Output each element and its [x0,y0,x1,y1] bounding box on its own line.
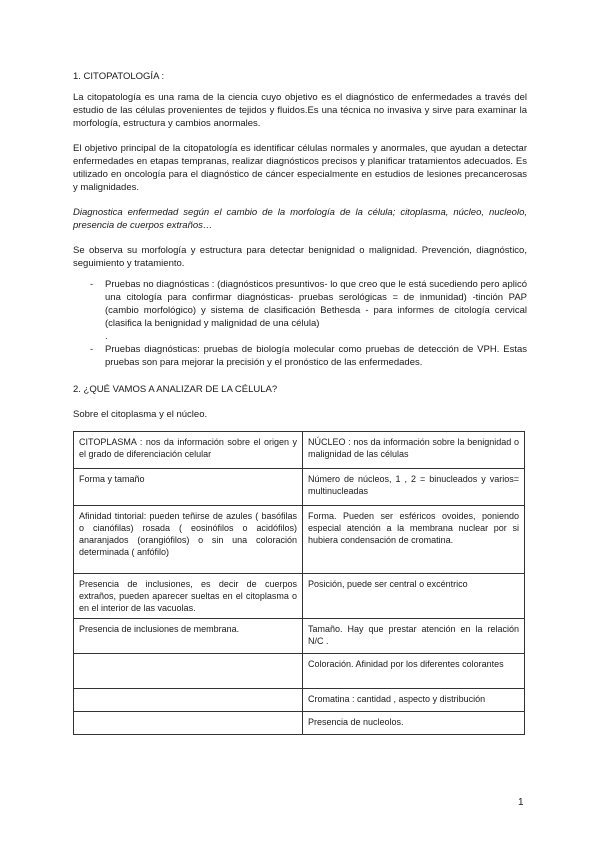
table-header-cytoplasm: CITOPLASMA : nos da información sobre el origen y el grado de diferenciación celular [74,432,303,469]
paragraph-objective: El objetivo principal de la citopatología es identificar células normales y anormales, que ayudan a detectar enfermedades en etapas tempranas, realizar diagnósticos precisos y planificar tratamientos adecuados. Es utilizado en oncología para el diagnóstico de cáncer especialmente en estudios de lesiones precancerosas y malignidades. [73,143,527,193]
page-number: 1 [518,797,524,808]
table-cell: Cromatina : cantidad , aspecto y distribución [303,689,525,712]
table-cell: Presencia de nucleolos. [303,712,525,735]
table-cell [74,654,303,689]
table-cell [74,689,303,712]
page-content [73,70,527,735]
table-row [74,619,525,654]
paragraph-definition: La citopatología es una rama de la ciencia cuyo objetivo es el diagnóstico de enfermedades a través del estudio de las células provenientes de tejidos y fluidos.Es una técnica no invasiva y sirve para examinar la morfología, estructura y cambios anormales. [73,92,527,129]
table-row [74,506,525,574]
table-cell: Coloración. Afinidad por los diferentes colorantes [303,654,525,689]
list-item-dot: . [105,331,108,342]
table-cell: Presencia de inclusiones, es decir de cuerpos extraños, pueden aparecer sueltas en el citoplasma o en el interior de las vacuolas. [74,574,303,619]
table-header-row [74,432,525,469]
table-row [74,654,525,689]
tests-list [73,278,527,369]
list-dash: - [90,279,94,290]
table-row [74,574,525,619]
table-cell: Presencia de inclusiones de membrana. [74,619,303,654]
table-cell [74,712,303,735]
section-heading-2: 2. ¿QUÉ VAMOS A ANALIZAR DE LA CÉLULA? [73,384,278,395]
list-item-non-diagnostic [73,278,527,343]
table-cell: Afinidad tintorial: pueden teñirse de azules ( basófilas o cianófilas) rosada ( eosinófilos o acidófilos) anaranjados (orangiófilos) o sin una coloración determinada ( anfófilo) [74,506,303,574]
table-cell: Forma y tamaño [74,469,303,506]
section-subtext: Sobre el citoplasma y el núcleo. [73,409,208,420]
paragraph-diagnosis-italic: Diagnostica enfermedad según el cambio de la morfología de la célula; citoplasma, núcleo, nucleolo, presencia de cuerpos extraños… [73,207,527,231]
comparison-table [73,431,525,735]
table-cell: Tamaño. Hay que prestar atención en la relación N/C . [303,619,525,654]
table-cell: Posición, puede ser central o excéntrico [303,574,525,619]
list-item-text: Pruebas diagnósticas: pruebas de biología molecular como pruebas de detección de VPH. Estas pruebas son para mejorar la precisión y el pronóstico de las enfermedades. [105,344,527,368]
table-header-nucleus: NÚCLEO : nos da información sobre la benignidad o malignidad de las células [303,432,525,469]
table-cell: Número de núcleos, 1 , 2 = binucleados y varios= multinucleadas [303,469,525,506]
section-heading-1: 1. CITOPATOLOGÍA : [73,71,165,82]
table-row [74,712,525,735]
list-item-diagnostic [73,343,527,369]
table-row [74,689,525,712]
table-cell: Forma. Pueden ser esféricos ovoides, poniendo especial atención a la membrana nuclear por si hubiera condensación de cromatina. [303,506,525,574]
paragraph-observation: Se observa su morfología y estructura para detectar benignidad o malignidad. Prevención, diagnóstico, seguimiento y tratamiento. [73,245,527,269]
list-item-text: Pruebas no diagnósticas : (diagnósticos presuntivos- lo que creo que le está sucediendo pero aplicó una citología para confirmar diagnósticas- pruebas serológicas = de inmunidad) -tinción PAP (cambio morfológico) y sistema de clasificación Bethesda - para informes de citología cervical (clasifica la benignidad y malignidad de una célula) [105,279,527,329]
table-row [74,469,525,506]
list-dash: - [90,344,94,355]
